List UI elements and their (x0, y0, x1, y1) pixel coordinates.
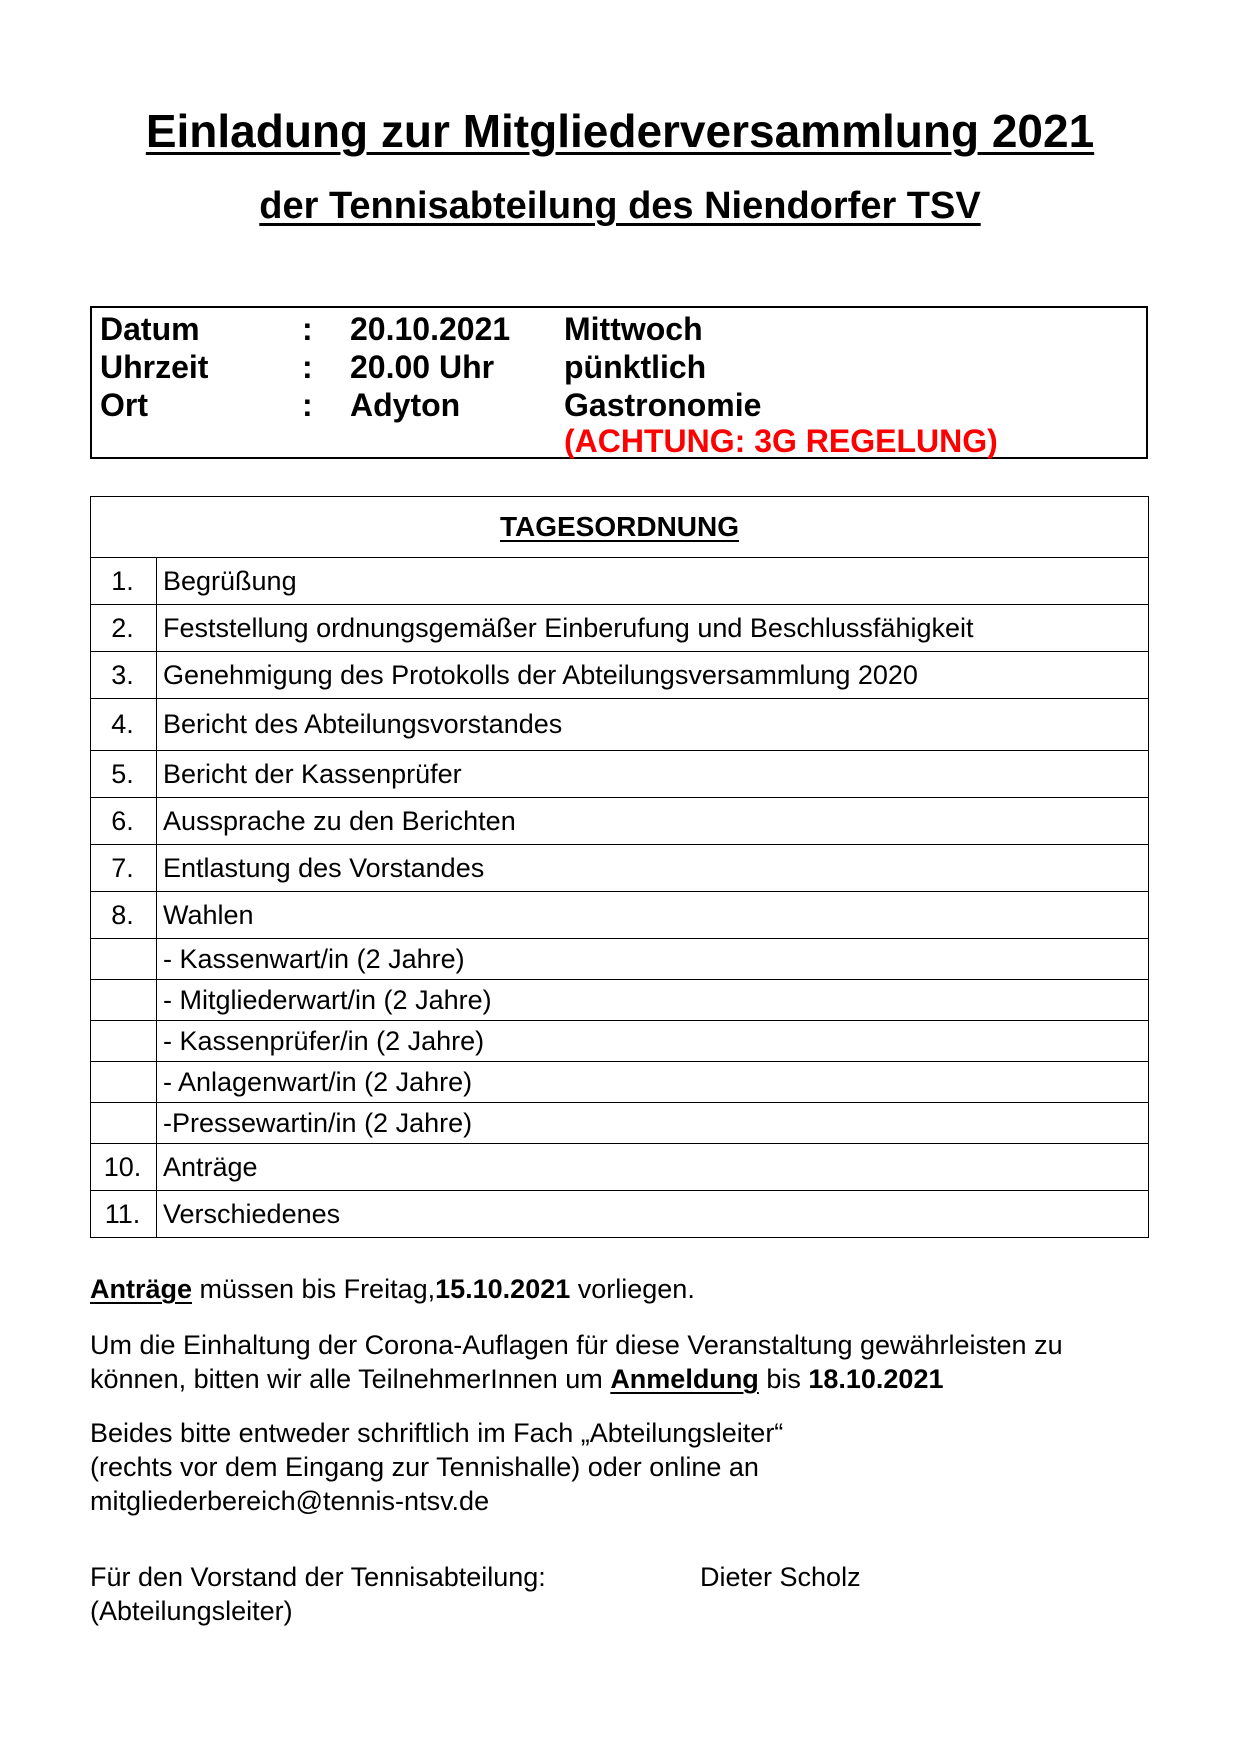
item-text: Feststellung ordnungsgemäßer Einberufung und Beschlussfähigkeit (157, 605, 1149, 652)
covid-warning: (ACHTUNG: 3G REGELUNG) (564, 423, 998, 459)
registration-word: Anmeldung (610, 1364, 759, 1394)
motions-text: müssen bis Freitag, (192, 1274, 436, 1304)
table-row (91, 939, 1149, 980)
submission-line-2: (rechts vor dem Eingang zur Tennishalle) oder online an (90, 1452, 759, 1482)
table-row (91, 845, 1149, 892)
item-text: Wahlen (157, 892, 1149, 939)
subtitle-text: der Tennisabteilung des Niendorfer TSV (259, 185, 981, 227)
item-number (91, 1021, 157, 1062)
item-number (91, 980, 157, 1021)
motions-deadline (90, 1272, 1150, 1306)
item-text: - Kassenprüfer/in (2 Jahre) (157, 1021, 1149, 1062)
corona-line-1: Um die Einhaltung der Corona-Auflagen für diese Veranstaltung gewährleisten zu (90, 1330, 1063, 1360)
page-subtitle (0, 182, 1240, 230)
submission-line-1: Beides bitte entweder schriftlich im Fach „Abteilungsleiter“ (90, 1418, 784, 1448)
table-row (91, 652, 1149, 699)
agenda-table (90, 496, 1149, 1238)
table-row (91, 1021, 1149, 1062)
page-title (0, 103, 1240, 159)
item-text: Anträge (157, 1144, 1149, 1191)
registration-date: 18.10.2021 (808, 1364, 944, 1394)
item-number: 1. (91, 558, 157, 605)
item-number: 10. (91, 1144, 157, 1191)
date-label: Datum (100, 311, 200, 347)
item-number (91, 1062, 157, 1103)
motions-word: Anträge (90, 1274, 193, 1304)
item-text: Begrüßung (157, 558, 1149, 605)
event-info-box (90, 306, 1148, 459)
item-text: - Anlagenwart/in (2 Jahre) (157, 1062, 1149, 1103)
place-value: Adyton (350, 387, 461, 423)
time-colon: : (302, 349, 313, 385)
signer-name: Dieter Scholz (700, 1562, 861, 1592)
table-row (91, 980, 1149, 1021)
motions-end: vorliegen. (570, 1274, 695, 1304)
table-row (91, 699, 1149, 751)
submission-email: mitgliederbereich@tennis-ntsv.de (90, 1486, 490, 1516)
place-note: Gastronomie (564, 387, 762, 423)
corona-mid: bis (758, 1364, 809, 1394)
place-colon: : (302, 387, 313, 423)
item-number: 5. (91, 751, 157, 798)
item-number: 7. (91, 845, 157, 892)
item-number (91, 1103, 157, 1144)
corona-notice (90, 1328, 1150, 1396)
motions-date: 15.10.2021 (435, 1274, 571, 1304)
item-text: Bericht der Kassenprüfer (157, 751, 1149, 798)
item-text: Entlastung des Vorstandes (157, 845, 1149, 892)
corona-text: können, bitten wir alle TeilnehmerInnen um (90, 1364, 611, 1394)
item-number: 2. (91, 605, 157, 652)
item-number: 6. (91, 798, 157, 845)
table-row (91, 751, 1149, 798)
table-row (91, 1062, 1149, 1103)
date-value: 20.10.2021 (350, 311, 511, 347)
time-label: Uhrzeit (100, 349, 209, 385)
submission-info (90, 1416, 1150, 1518)
item-text: - Kassenwart/in (2 Jahre) (157, 939, 1149, 980)
table-row (91, 1103, 1149, 1144)
table-row (91, 892, 1149, 939)
table-row (91, 1144, 1149, 1191)
agenda-heading (91, 497, 1149, 558)
agenda-heading-text: TAGESORDNUNG (499, 511, 740, 542)
time-value: 20.00 Uhr (350, 349, 495, 385)
item-text: - Mitgliederwart/in (2 Jahre) (157, 980, 1149, 1021)
item-number (91, 939, 157, 980)
item-text: Aussprache zu den Berichten (157, 798, 1149, 845)
corona-line-2 (90, 1362, 1150, 1396)
agenda-header-row (91, 497, 1149, 558)
place-label: Ort (100, 387, 148, 423)
item-text: Verschiedenes (157, 1191, 1149, 1238)
item-text: -Pressewartin/in (2 Jahre) (157, 1103, 1149, 1144)
item-number: 3. (91, 652, 157, 699)
table-row (91, 798, 1149, 845)
time-note: pünktlich (564, 349, 707, 385)
date-colon: : (302, 311, 313, 347)
item-text: Genehmigung des Protokolls der Abteilungsversammlung 2020 (157, 652, 1149, 699)
item-number: 11. (91, 1191, 157, 1238)
table-row (91, 605, 1149, 652)
item-text: Bericht des Abteilungsvorstandes (157, 699, 1149, 751)
weekday: Mittwoch (564, 311, 703, 347)
title-text: Einladung zur Mitgliederversammlung 2021 (145, 105, 1095, 157)
item-number: 8. (91, 892, 157, 939)
signature-board (90, 1560, 690, 1628)
table-row (91, 558, 1149, 605)
board-line: Für den Vorstand der Tennisabteilung: (90, 1562, 546, 1592)
table-row (91, 1191, 1149, 1238)
signer-role: (Abteilungsleiter) (90, 1596, 293, 1626)
item-number: 4. (91, 699, 157, 751)
